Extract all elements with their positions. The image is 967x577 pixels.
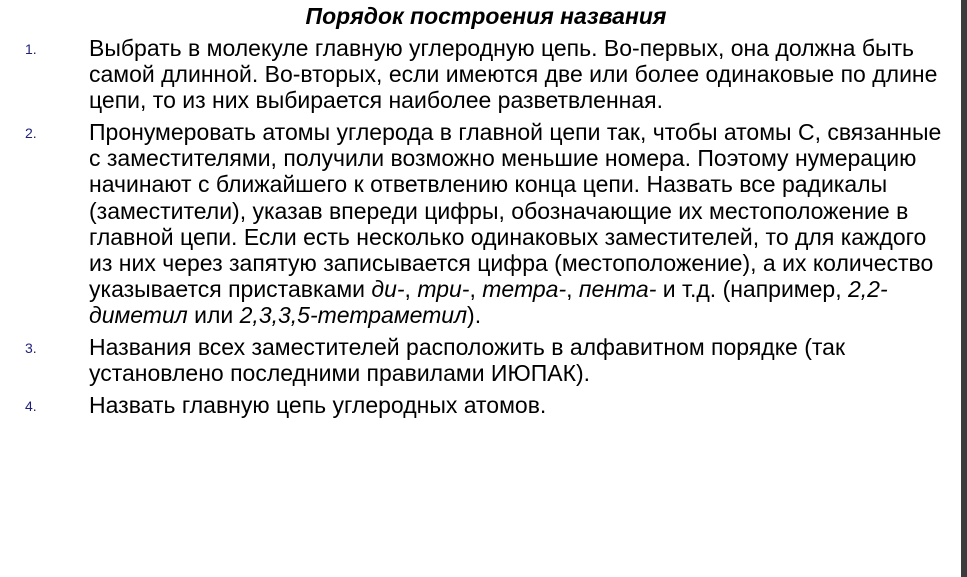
prefix-tetra: тетра- (482, 275, 567, 302)
item-text (89, 119, 945, 328)
item-text: Названия всех заместителей расположить в алфавитном порядке (так установлено последними правилами ИЮПАК). (89, 334, 846, 387)
example-tetramethyl: 2,3,3,5-тетраметил (239, 301, 468, 328)
item-text: Выбрать в молекуле главную углеродную цепь. Во-первых, она должна быть самой длинной. Во-вторых, если имеются две или более одинаковые по длине цепи, то из них выбирается наиболее разветвленная. (89, 35, 938, 114)
prefix-di: ди- (371, 275, 405, 302)
separator: , (566, 275, 579, 302)
prefix-penta: пента- (578, 275, 657, 302)
separator: , (404, 275, 418, 302)
slide-title: Порядок построения названия (305, 3, 667, 29)
item-text-part: ). (467, 301, 482, 328)
item-number: 4. (25, 398, 37, 415)
list-item-4 (0, 392, 955, 418)
list-item-2 (0, 119, 955, 328)
window-edge (961, 0, 967, 577)
prefix-tri: три- (417, 275, 470, 302)
separator: , (469, 275, 483, 302)
item-number: 3. (25, 340, 37, 357)
list-item-3 (0, 334, 955, 386)
item-text-part: Пронумеровать атомы углерода в главной цепи так, чтобы атомы С, связанные с заместителями, получили возможно меньшие номера. Поэтому нумерацию начинают с ближайшего к ответвлению конца цепи. Назвать все радикалы (заместители), указав впереди цифры, обозначающие их местоположение в главной цепи. Если есть несколько одинаковых заместителей, то для каждого из них через запятую записывается цифра (местоположение), а их количество указывается приставками (89, 119, 942, 302)
item-number: 2. (25, 125, 37, 142)
list-item-1 (0, 35, 955, 113)
example-dimethyl: 2,2-диметил (89, 275, 888, 328)
item-text-part: или (187, 301, 240, 328)
item-text-part: и т.д. (например, (656, 275, 848, 302)
item-text: Назвать главную цепь углеродных атомов. (89, 392, 547, 419)
steps-list (0, 35, 955, 424)
item-number: 1. (25, 41, 37, 57)
